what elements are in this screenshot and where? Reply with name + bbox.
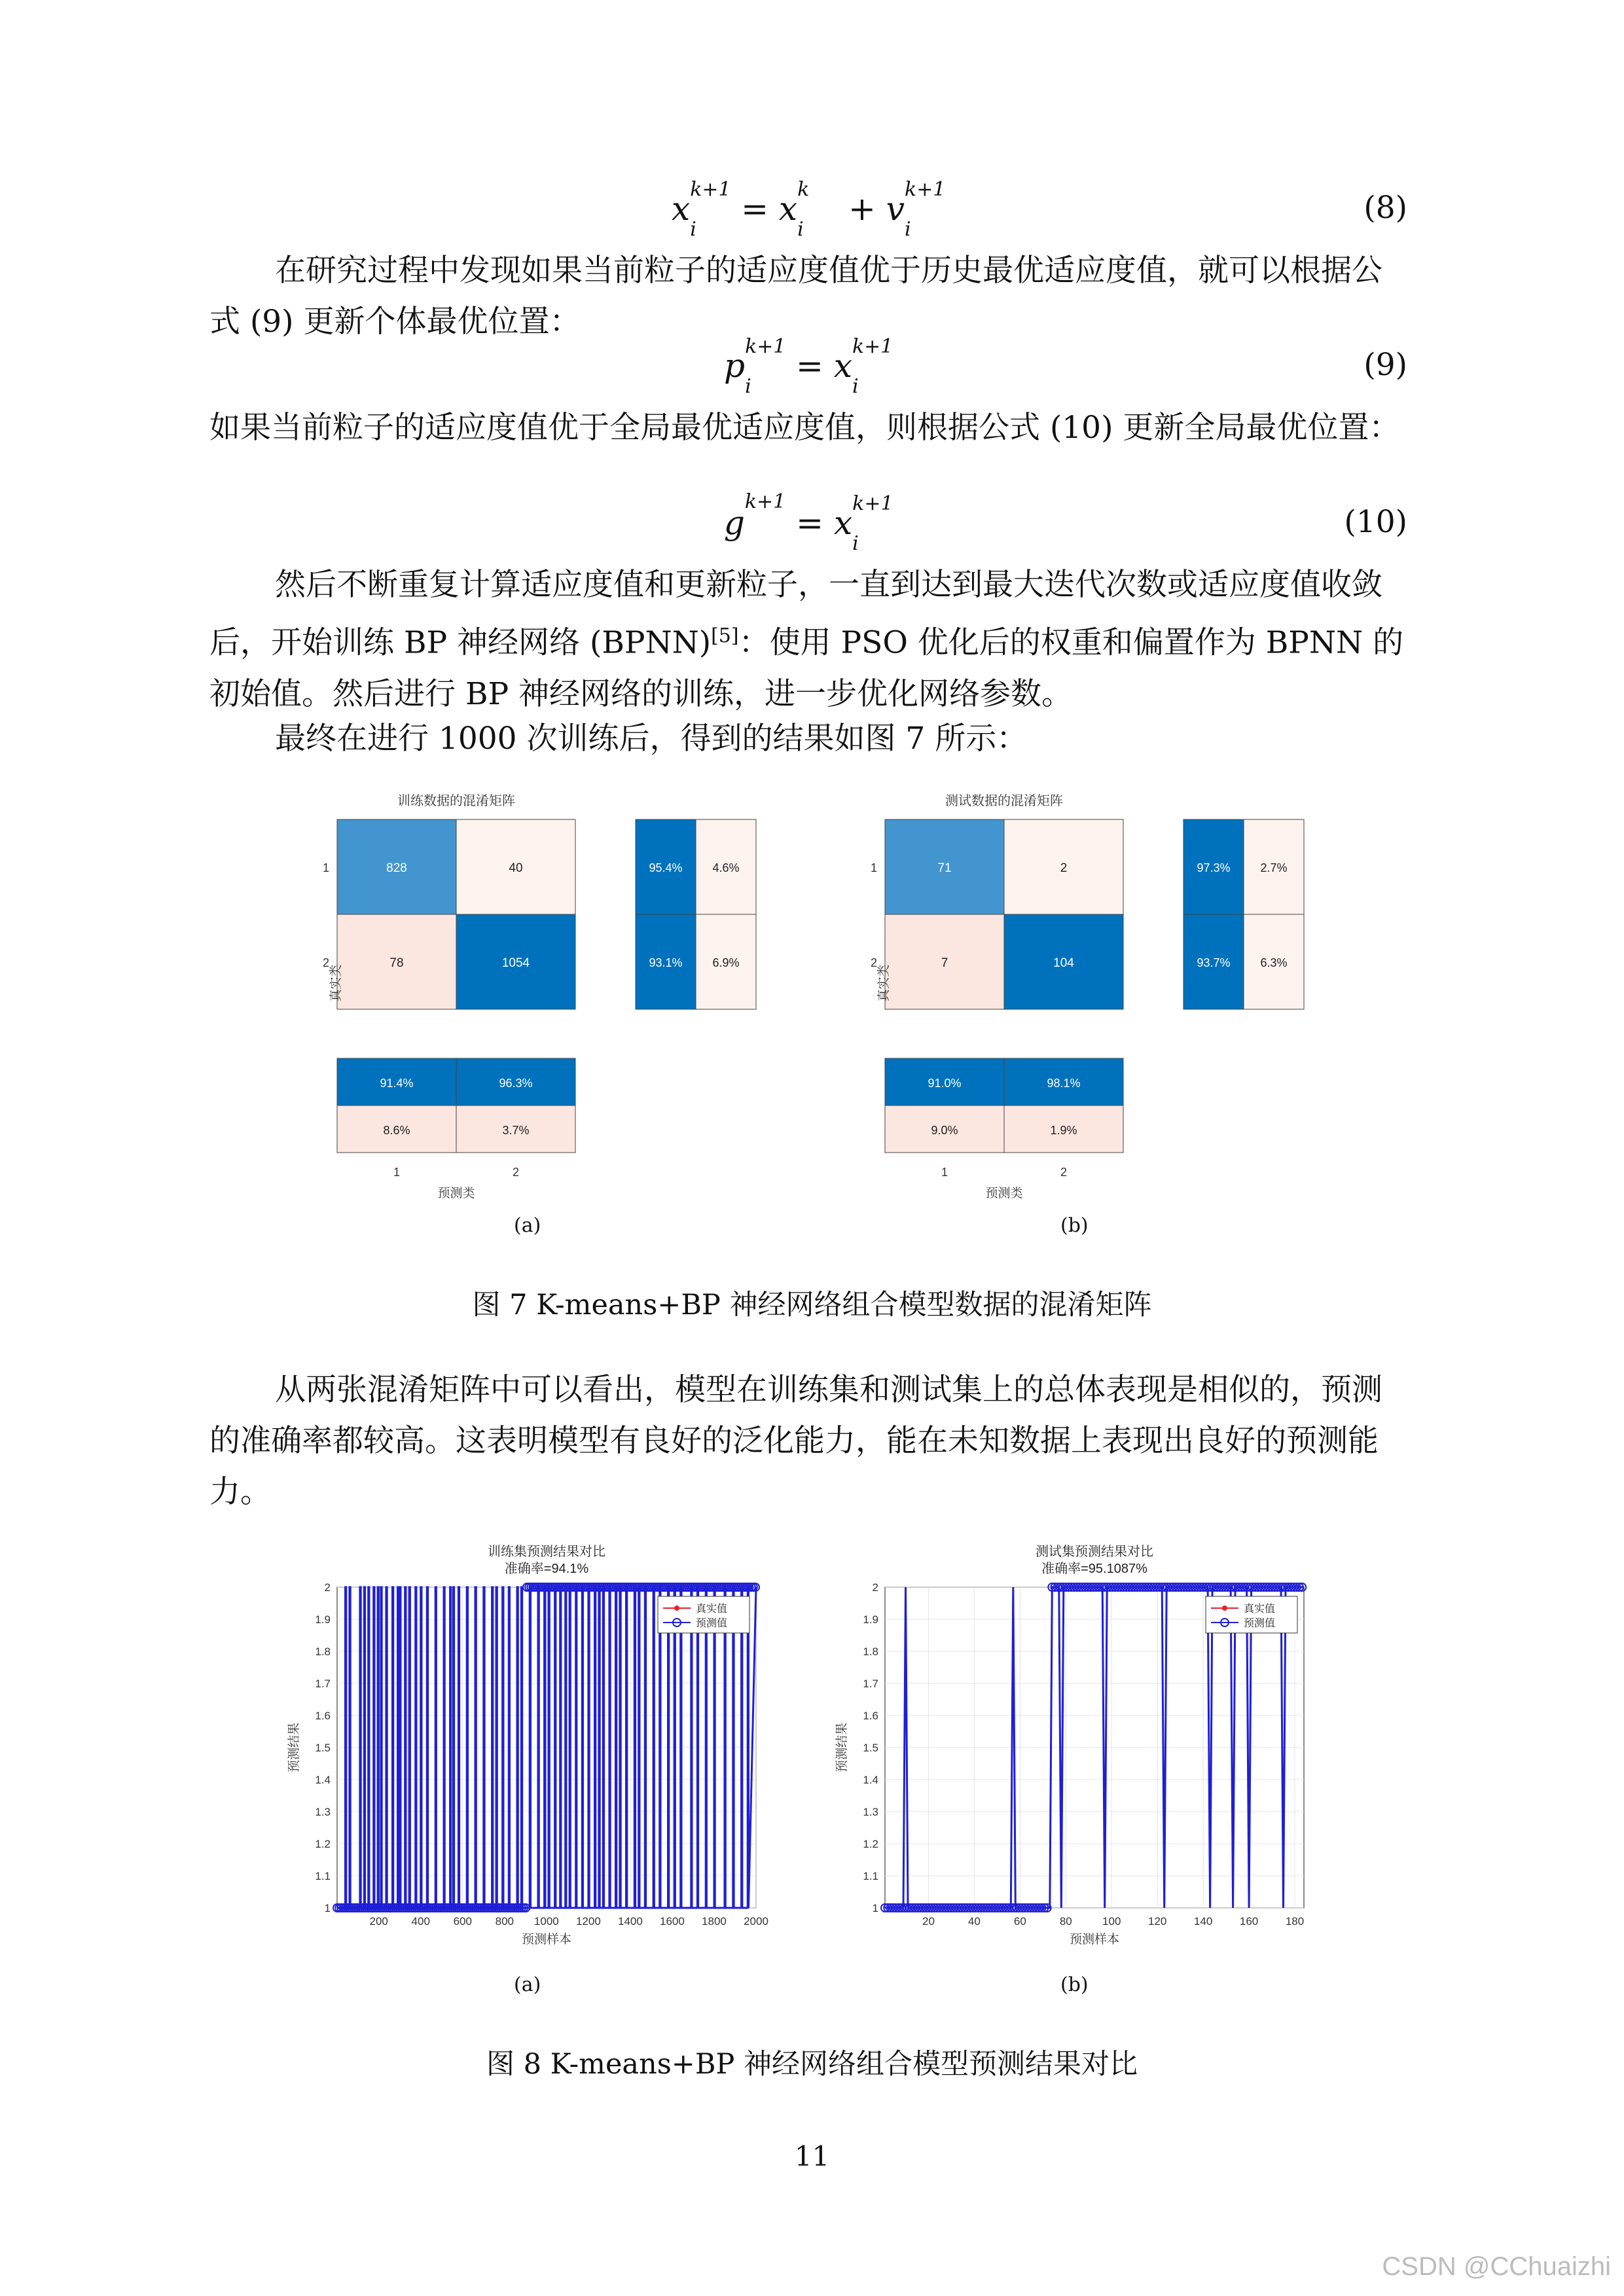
cm-row-summary-value: 6.9%: [712, 956, 740, 969]
cm-title: 训练数据的混淆矩阵: [397, 794, 515, 808]
y-axis-label: 预测结果: [835, 1722, 849, 1773]
figure-7-caption: 图 7 K-means+BP 神经网络组合模型数据的混淆矩阵: [472, 1289, 1152, 1321]
equation-10: [209, 490, 1407, 556]
confusion-matrix-test: [871, 793, 1304, 1200]
y-tick-label: 1.7: [315, 1677, 331, 1690]
cm-cell-value: 2: [1060, 861, 1068, 875]
cm-xlabel: 预测类: [437, 1187, 475, 1200]
cm-row-summary-value: 6.3%: [1260, 956, 1288, 969]
cm-cell-value: 1054: [501, 956, 530, 970]
cm-row-summary-value: 4.6%: [712, 861, 740, 874]
y-tick-label: 1.3: [315, 1806, 331, 1818]
line-chart-test: [835, 1544, 1306, 1946]
equation-9-number: (9): [1363, 347, 1407, 383]
x-tick-label: 120: [1147, 1915, 1167, 1928]
cm-title: 测试数据的混淆矩阵: [945, 794, 1063, 808]
cm-row-label: 2: [870, 956, 877, 969]
cm-col-summary-value: 98.1%: [1047, 1077, 1081, 1090]
cm-row-summary-value: 95.4%: [649, 861, 683, 874]
cm-xlabel: 预测类: [985, 1187, 1023, 1200]
paragraph-3-part-b: ：使用 PSO 优化后的权重和偏置作为 BPNN 的初始值。然后进行 BP 神经网络的训练，进一步优化网络参数。: [209, 624, 1404, 712]
x-tick-label: 1000: [533, 1915, 559, 1928]
cm-ylabel: 真实类: [877, 964, 891, 1002]
y-tick-label: 1: [324, 1902, 331, 1914]
paragraph-3: [209, 560, 1407, 720]
equation-8-body: x k+1 i = x k i + v k+1 i: [671, 178, 946, 241]
cm-row-label: 1: [870, 861, 877, 874]
x-tick-label: 200: [369, 1915, 388, 1928]
y-tick-label: 1.7: [863, 1677, 878, 1690]
x-tick-label: 1600: [660, 1915, 685, 1928]
cm-row-label: 2: [322, 956, 329, 969]
cm-cell-value: 71: [937, 861, 952, 875]
paragraph-4: 最终在进行 1000 次训练后，得到的结果如图 7 所示：: [275, 721, 1028, 757]
watermark: CSDN @CChuaizhi: [1382, 2252, 1611, 2281]
legend-true-marker: [1222, 1605, 1227, 1611]
paragraph-1: 在研究过程中发现如果当前粒子的适应度值优于历史最优适应度值，就可以根据公式 (9) 更新个体最优位置：: [209, 253, 1382, 340]
x-tick-label: 2000: [744, 1915, 768, 1928]
chart-subtitle: 准确率=94.1%: [504, 1562, 589, 1576]
y-tick-label: 1.4: [315, 1774, 331, 1786]
x-tick-label: 100: [1102, 1915, 1121, 1928]
figure-8-svg: [0, 1541, 1624, 1973]
figure-8-caption: 图 8 K-means+BP 神经网络组合模型预测结果对比: [486, 2048, 1138, 2081]
chart-title: 测试集预测结果对比: [1036, 1545, 1153, 1559]
x-axis-label: 预测样本: [1069, 1933, 1120, 1946]
x-axis-label: 预测样本: [521, 1933, 572, 1946]
cm-row-summary-value: 93.7%: [1197, 956, 1231, 969]
y-tick-label: 1: [872, 1902, 878, 1914]
paragraph-5: 从两张混淆矩阵中可以看出，模型在训练集和测试集上的总体表现是相似的，预测的准确率都较高。这表明模型有良好的泛化能力，能在未知数据上表现出良好的预测能力。: [209, 1372, 1382, 1510]
cm-col-summary-value: 8.6%: [383, 1124, 410, 1137]
page-number: 11: [794, 2140, 830, 2172]
figure-8-subcaption-a: (a): [514, 1973, 541, 1996]
cm-col-summary-value: 91.4%: [380, 1077, 414, 1090]
x-tick-label: 800: [495, 1915, 514, 1928]
paragraph-2: 如果当前粒子的适应度值优于全局最优适应度值，则根据公式 (10) 更新全局最优位置：: [209, 410, 1400, 446]
y-tick-label: 1.8: [315, 1645, 331, 1658]
x-tick-label: 60: [1013, 1915, 1026, 1928]
cm-col-summary-value: 9.0%: [931, 1124, 958, 1137]
equation-8: [209, 178, 1407, 242]
x-tick-label: 80: [1059, 1915, 1072, 1928]
x-tick-label: 1200: [575, 1915, 601, 1928]
chart-title: 训练集预测结果对比: [488, 1545, 605, 1559]
y-tick-label: 1.5: [863, 1742, 878, 1754]
cm-col-label: 2: [1060, 1166, 1068, 1179]
y-tick-label: 1.3: [863, 1806, 878, 1818]
legend-true-label: 真实值: [696, 1604, 728, 1615]
cm-col-label: 1: [393, 1166, 401, 1179]
x-tick-label: 160: [1239, 1915, 1259, 1928]
cm-row-summary-value: 93.1%: [649, 956, 683, 969]
y-tick-label: 1.6: [315, 1710, 331, 1722]
cm-cell-value: 78: [389, 956, 404, 970]
citation-ref-5[interactable]: [5]: [711, 624, 739, 647]
y-tick-label: 1.2: [863, 1838, 878, 1850]
legend-true-label: 真实值: [1244, 1604, 1276, 1615]
cm-cell-value: 104: [1053, 956, 1074, 970]
y-tick-label: 1.5: [315, 1742, 331, 1754]
x-tick-label: 180: [1285, 1915, 1305, 1928]
x-tick-label: 600: [453, 1915, 472, 1928]
cm-col-label: 2: [512, 1166, 520, 1179]
confusion-matrix-train: [323, 793, 756, 1200]
line-chart-train: [287, 1544, 768, 1946]
legend-true-marker: [674, 1605, 679, 1611]
legend-pred-label: 预测值: [1244, 1618, 1276, 1629]
legend-pred-label: 预测值: [696, 1618, 728, 1629]
cm-row-summary-value: 97.3%: [1197, 861, 1231, 874]
equation-10-body: $g^{k+1} = x$ k+1 i: [723, 490, 893, 555]
cm-cell-value: 40: [509, 861, 523, 875]
paragraph-3-part-a: 然后不断重复计算适应度值和更新粒子，一直到达到最大迭代次数或适应度值收敛后，开始训练 BP 神经网络 (BPNN): [209, 567, 1382, 661]
x-tick-label: 20: [922, 1915, 935, 1928]
cm-cell-value: 828: [386, 861, 407, 875]
x-tick-label: 1400: [617, 1915, 643, 1928]
equation-8-number: (8): [1363, 190, 1407, 226]
x-tick-label: 400: [411, 1915, 430, 1928]
chart-subtitle: 准确率=95.1087%: [1041, 1562, 1147, 1576]
equation-9: [209, 335, 1407, 399]
y-tick-label: 1.1: [315, 1870, 331, 1882]
y-tick-label: 1.6: [863, 1710, 878, 1722]
equation-9-body: p k+1 i = x k+1 i: [724, 335, 893, 398]
x-tick-label: 40: [967, 1915, 981, 1928]
cm-col-summary-value: 3.7%: [502, 1124, 530, 1137]
cm-cell-value: 7: [941, 956, 948, 970]
figure-8-subcaption-b: (b): [1060, 1973, 1089, 1996]
y-tick-label: 2: [324, 1581, 331, 1594]
cm-col-summary-value: 96.3%: [499, 1077, 533, 1090]
cm-ylabel: 真实类: [329, 964, 343, 1002]
x-tick-label: 140: [1193, 1915, 1213, 1928]
cm-col-label: 1: [941, 1166, 948, 1179]
cm-row-label: 1: [322, 861, 329, 874]
equation-10-number: (10): [1344, 504, 1407, 540]
cm-col-summary-value: 1.9%: [1050, 1124, 1077, 1137]
y-tick-label: 1.9: [863, 1613, 878, 1626]
y-tick-label: 1.9: [315, 1613, 331, 1626]
figure-7-subcaption-b: (b): [1060, 1214, 1089, 1237]
figure-7-subcaption-a: (a): [514, 1214, 541, 1237]
y-tick-label: 2: [872, 1581, 878, 1594]
y-tick-label: 1.2: [315, 1838, 331, 1850]
cm-col-summary-value: 91.0%: [928, 1077, 962, 1090]
y-axis-label: 预测结果: [287, 1722, 301, 1773]
cm-row-summary-value: 2.7%: [1260, 861, 1288, 874]
y-tick-label: 1.4: [863, 1774, 878, 1786]
y-tick-label: 1.8: [863, 1645, 878, 1658]
figure-7-svg: [0, 785, 1624, 1244]
y-tick-label: 1.1: [863, 1870, 878, 1882]
x-tick-label: 1800: [702, 1915, 727, 1928]
